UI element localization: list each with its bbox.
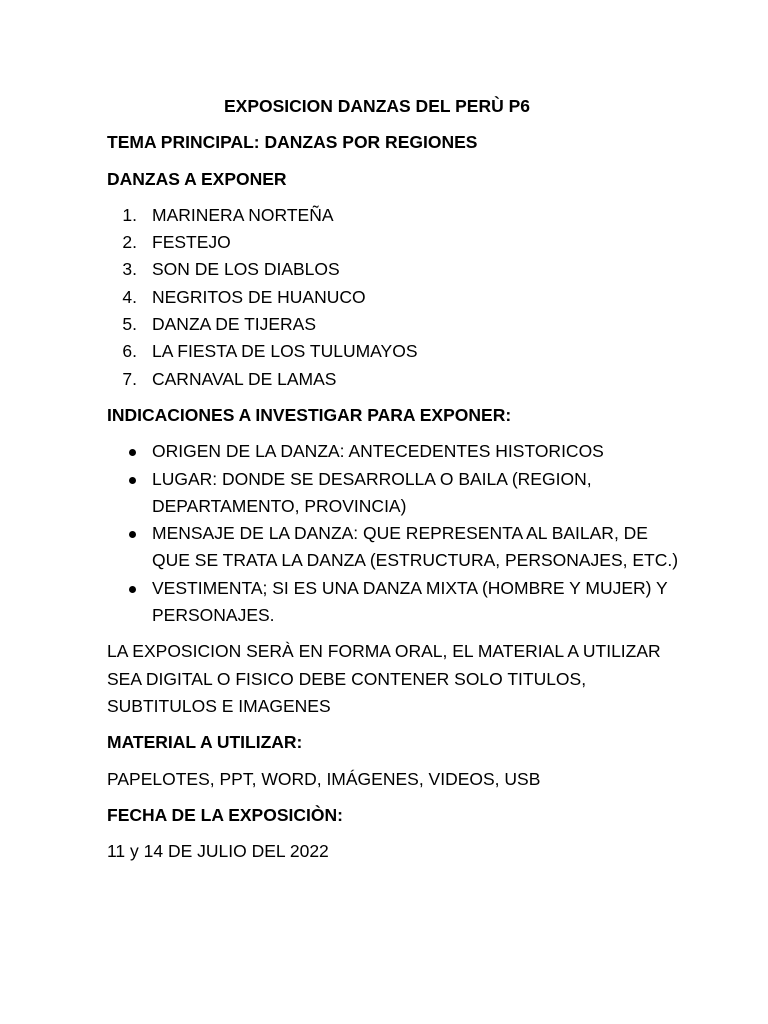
indications-list — [107, 438, 687, 629]
bullet-icon — [129, 477, 136, 484]
document-page — [107, 93, 687, 874]
list-number: 1. — [122, 204, 137, 225]
list-item — [107, 520, 687, 575]
list-number: 6. — [122, 341, 137, 362]
list-number: 4. — [122, 286, 137, 307]
dance-name: LA FIESTA DE LOS TULUMAYOS — [152, 341, 418, 362]
dance-name: FESTEJO — [152, 232, 231, 253]
list-item — [107, 229, 687, 256]
list-number: 3. — [122, 259, 137, 280]
dances-list — [107, 202, 687, 393]
list-item — [107, 466, 687, 521]
dances-heading: DANZAS A EXPONER — [107, 168, 287, 189]
list-number: 5. — [122, 314, 137, 335]
document-title: EXPOSICION DANZAS DEL PERÙ P6 — [224, 96, 530, 116]
list-item — [107, 311, 687, 338]
list-number: 2. — [122, 232, 137, 253]
list-item — [107, 284, 687, 311]
bullet-icon — [129, 449, 136, 456]
list-item — [107, 438, 687, 465]
main-topic-heading: TEMA PRINCIPAL: DANZAS POR REGIONES — [107, 132, 478, 153]
indication-text: LUGAR: DONDE SE DESARROLLA O BAILA (REGION, DEPARTAMENTO, PROVINCIA) — [152, 468, 592, 516]
indication-text: ORIGEN DE LA DANZA: ANTECEDENTES HISTORICOS — [152, 441, 604, 462]
dance-name: SON DE LOS DIABLOS — [152, 259, 340, 280]
list-item — [107, 366, 687, 393]
indication-text: MENSAJE DE LA DANZA: QUE REPRESENTA AL BAILAR, DE QUE SE TRATA LA DANZA (ESTRUCTURA, PERSONAJES, ETC.) — [152, 523, 679, 571]
date-value: 11 y 14 DE JULIO DEL 2022 — [107, 841, 329, 862]
material-list: PAPELOTES, PPT, WORD, IMÁGENES, VIDEOS, USB — [107, 768, 541, 789]
list-item — [107, 575, 687, 630]
list-item — [107, 202, 687, 229]
bullet-icon — [129, 586, 136, 593]
date-heading: FECHA DE LA EXPOSICIÒN: — [107, 804, 343, 825]
material-heading: MATERIAL A UTILIZAR: — [107, 732, 303, 753]
list-item — [107, 256, 687, 283]
indication-text: VESTIMENTA; SI ES UNA DANZA MIXTA (HOMBRE Y MUJER) Y PERSONAJES. — [152, 577, 668, 626]
bullet-icon — [129, 531, 136, 538]
list-item — [107, 338, 687, 365]
dance-name: DANZA DE TIJERAS — [152, 314, 317, 335]
list-number: 7. — [122, 368, 137, 389]
dance-name: MARINERA NORTEÑA — [152, 204, 334, 225]
exposition-note: LA EXPOSICION SERÀ EN FORMA ORAL, EL MATERIAL A UTILIZAR SEA DIGITAL O FISICO DEBE CONTENER SOLO TITULOS, SUBTITULOS E IMAGENES — [107, 641, 661, 716]
indications-heading: INDICACIONES A INVESTIGAR PARA EXPONER: — [107, 404, 512, 425]
dance-name: CARNAVAL DE LAMAS — [152, 368, 337, 389]
dance-name: NEGRITOS DE HUANUCO — [152, 286, 366, 307]
